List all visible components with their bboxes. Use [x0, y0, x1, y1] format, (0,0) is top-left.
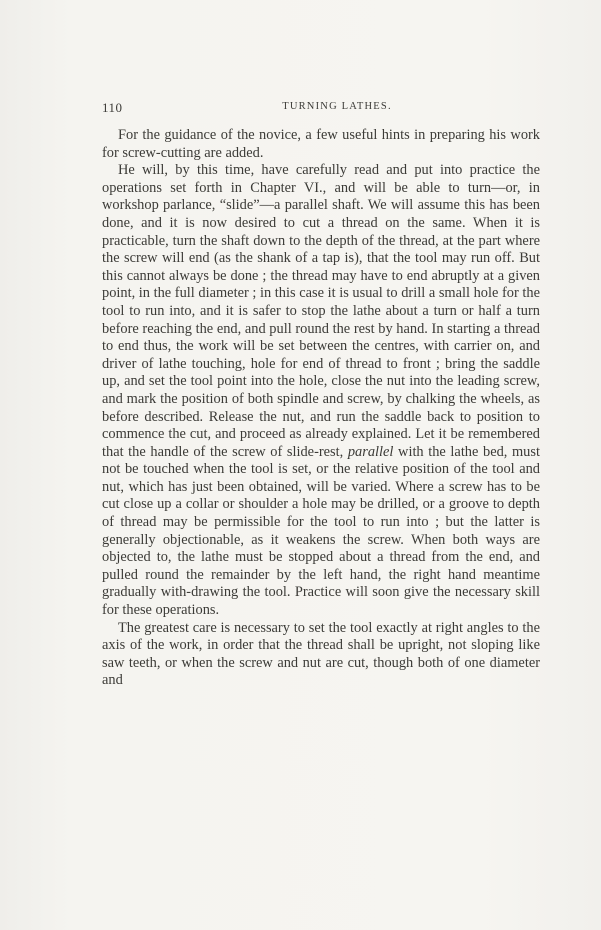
- body-text: [102, 127, 540, 690]
- italic-word: parallel: [347, 443, 394, 460]
- paragraph-tool-setting: The greatest care is necessary to set the tool exactly at right angles to the axis of the work, in order that the thread shall be upright, not sloping like saw teeth, or when the screw and nut are cut, though both of one diameter and: [102, 619, 540, 689]
- page-number: 110: [102, 100, 123, 115]
- page-header: [102, 100, 542, 118]
- paragraph-procedure-part-2: with the lathe bed, must not be touched when the tool is set, or the relative position of the tool and nut, which has just been obtained, will be varied. Where a screw has to be cut close up a collar or shoulder a hole may be drilled, or a groove to depth of thread may be permissible for the tool to run into ; but the latter is generally objectionable, as it weakens the screw. When both ways are objected to, the lathe must be stopped about a thread from the end, and pulled round the remainder by the left hand, the right hand meantime gradually with-drawing the tool. Practice will soon give the necessary skill for these operations.: [102, 443, 540, 619]
- paragraph-procedure-part-1: He will, by this time, have carefully read and put into practice the operations set forth in Chapter VI., and will be able to turn—or, in workshop parlance, “slide”—a parallel shaft. We will assume this has been done, and it is now desired to cut a thread on the same. When it is practicable, turn the shaft down to the depth of the thread, at the part where the screw will end (as the shank of a tap is), that the tool may run off. But this cannot always be done ; the thread may have to end abruptly at a given point, in the full diameter ; in this case it is usual to drill a small hole for the tool to run into, and it is safer to stop the lathe about a turn or half a turn before reaching the end, and pull round the rest by hand. In starting a thread to end thus, the work will be set between the centres, with carrier on, and driver of lathe touching, hole for end of thread to front ; bring the saddle up, and set the tool point into the hole, close the nut into the leading screw, and mark the position of both spindle and screw, by chalking the wheels, as before described. Release the nut, and run the saddle back to position to commence the cut, and proceed as already explained. Let it be remembered that the handle of the screw of slide-rest,: [102, 162, 540, 460]
- paragraph-intro: For the guidance of the novice, a few useful hints in preparing his work for screw-cutting are added.: [102, 127, 540, 161]
- paragraph-procedure: [102, 162, 540, 619]
- running-head: TURNING LATHES.: [282, 101, 392, 112]
